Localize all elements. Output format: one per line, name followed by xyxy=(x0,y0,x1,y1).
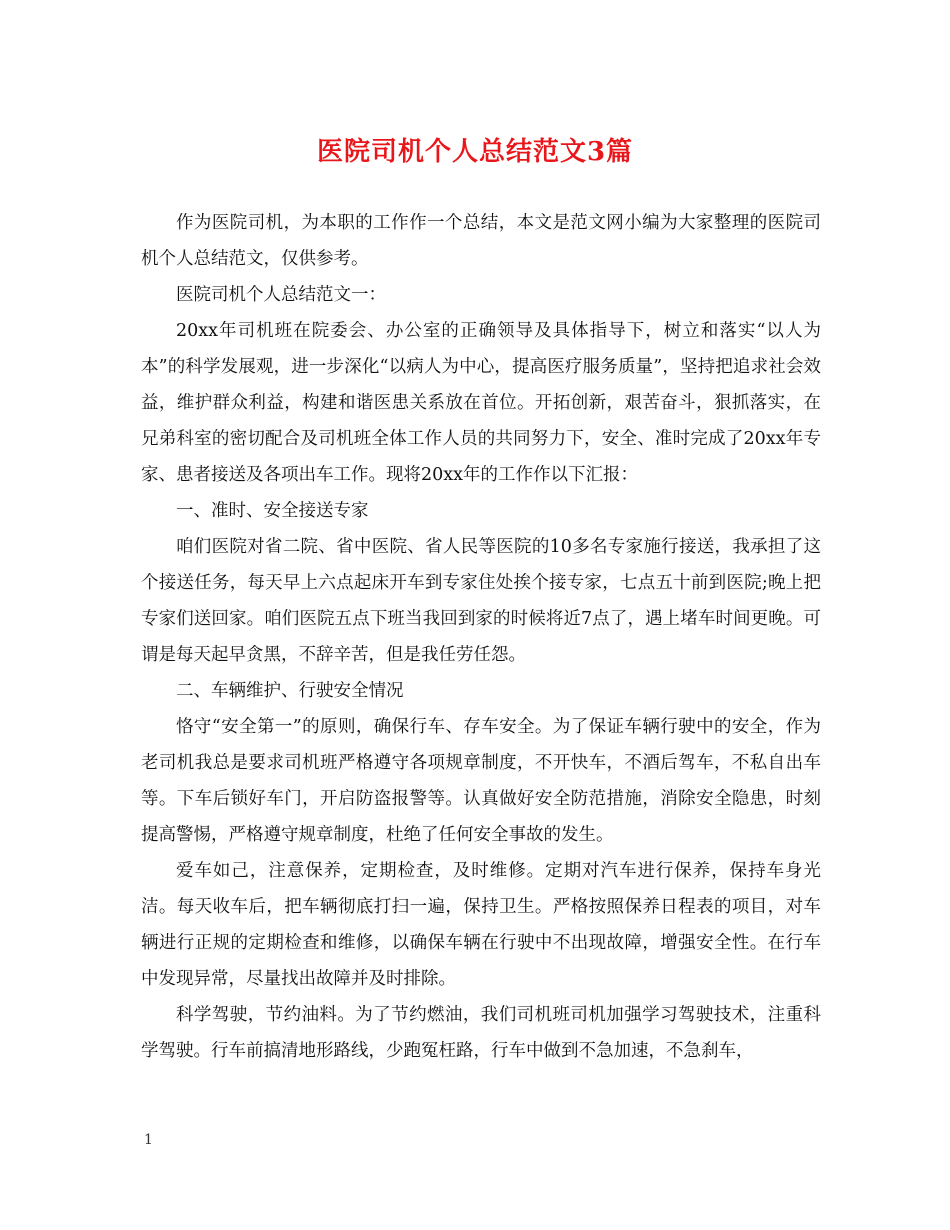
document-body xyxy=(141,205,821,1069)
paragraph-overview: 20xx年司机班在院委会、办公室的正确领导及具体指导下，树立和落实“以人为本”的科学发展观，进一步深化“以病人为中心，提高医疗服务质量”，坚持把追求社会效益，维护群众利益，构建和谐医患关系放在首位。开拓创新，艰苦奋斗，狠抓落实，在兄弟科室的密切配合及司机班全体工作人员的共同努力下，安全、准时完成了20xx年专家、患者接送及各项出车工作。现将20xx年的工作作以下汇报： xyxy=(141,321,821,485)
paragraph-fuel-saving: 科学驾驶，节约油料。为了节约燃油，我们司机班司机加强学习驾驶技术，注重科学驾驶。行车前搞清地形路线，少跑冤枉路，行车中做到不急加速，不急刹车， xyxy=(141,1005,821,1061)
paragraph-intro: 作为医院司机，为本职的工作作一个总结，本文是范文网小编为大家整理的医院司机个人总结范文，仅供参考。 xyxy=(141,213,821,269)
paragraph-heading-1: 一、准时、安全接送专家 xyxy=(176,501,369,521)
paragraph-maintenance: 爱车如己，注意保养，定期检查，及时维修。定期对汽车进行保养，保持车身光洁。每天收车后，把车辆彻底打扫一遍，保持卫生。严格按照保养日程表的项目，对车辆进行正规的定期检查和维修，以确保车辆在行驶中不出现故障，增强安全性。在行车中发现异常，尽量找出故障并及时排除。 xyxy=(141,861,821,989)
paragraph-heading-2: 二、车辆维护、行驶安全情况 xyxy=(176,681,404,701)
paragraph-safety: 恪守“安全第一”的原则，确保行车、存车安全。为了保证车辆行驶中的安全，作为老司机我总是要求司机班严格遵守各项规章制度，不开快车，不酒后驾车，不私自出车等。下车后锁好车门，开启防盗报警等。认真做好安全防范措施，消除安全隐患，时刻提高警惕，严格遵守规章制度，杜绝了任何安全事故的发生。 xyxy=(141,717,821,845)
paragraph-section-heading: 医院司机个人总结范文一： xyxy=(176,285,386,305)
paragraph-expert-transport: 咱们医院对省二院、省中医院、省人民等医院的10多名专家施行接送，我承担了这个接送任务，每天早上六点起床开车到专家住处挨个接专家，七点五十前到医院;晚上把专家们送回家。咱们医院五点下班当我回到家的时候将近7点了，遇上堵车时间更晚。可谓是每天起早贪黑，不辞辛苦，但是我任劳任怨。 xyxy=(141,537,821,665)
page-number: 1 xyxy=(144,1132,153,1148)
document-title: 医院司机个人总结范文3篇 xyxy=(316,137,634,167)
